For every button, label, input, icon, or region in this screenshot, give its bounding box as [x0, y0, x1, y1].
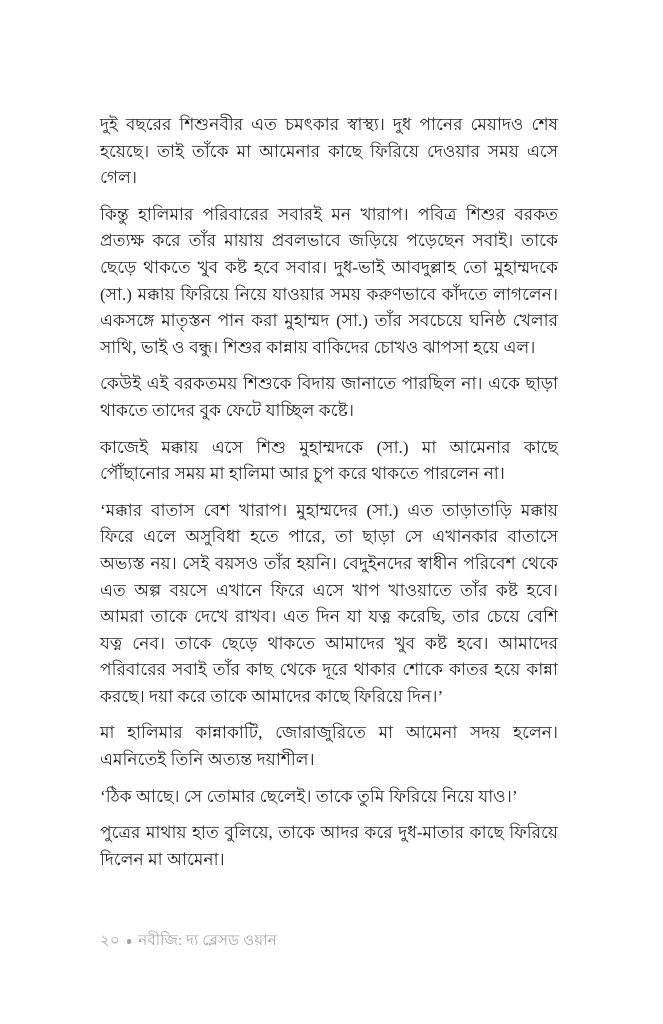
paragraph: দুই বছরের শিশুনবীর এত চমৎকার স্বাস্থ্য। দুধ পানের মেয়াদও শেষ হয়েছে। তাই তাঁকে মা আমেনার কাছে ফিরিয়ে দেওয়ার সময় এসে গেল।	[100, 115, 558, 188]
page-number: ২০	[100, 932, 120, 949]
paragraph: ‘মক্কার বাতাস বেশ খারাপ। মুহাম্মদের (সা.) এত তাড়াতাড়ি মক্কায় ফিরে এলে অসুবিধা হতে পারে, তা ছাড়া সে এখানকার বাতাসে অভ্যস্ত নয়। সেই বয়সও তাঁর হয়নি। বেদুইনদের স্বাধীন পরিবেশ থেকে এত অল্প বয়সে এখানে ফিরে এসে খাপ খাওয়াতে তাঁর কষ্ট হবে। আমরা তাকে দেখে রাখব। এত দিন যা যত্ন করেছি, তার চেয়ে বেশি যত্ন নেব। তাকে ছেড়ে থাকতে আমাদের খুব কষ্ট হবে। আমাদের পরিবারের সবাই তাঁর কাছ থেকে দূরে থাকার শোকে কাতর হয়ে কান্না করছে। দয়া করে তাকে আমাদের কাছে ফিরিয়ে দিন।’	[100, 500, 558, 706]
book-title: নবীজি: দ্য ব্লেসড ওয়ান	[138, 932, 277, 949]
paragraph: মা হালিমার কান্নাকাটি, জোরাজুরিতে মা আমেনা সদয় হলেন। এমনিতেই তিনি অত্যন্ত দয়াশীল।	[100, 723, 558, 770]
bullet-icon	[127, 939, 132, 944]
paragraph: পুত্রের মাথায় হাত বুলিয়ে, তাকে আদর করে দুধ-মাতার কাছে ফিরিয়ে দিলেন মা আমেনা।	[100, 823, 558, 869]
paragraph: ‘ঠিক আছে। সে তোমার ছেলেই। তাকে তুমি ফিরিয়ে নিয়ে যাও।’	[100, 786, 518, 806]
page-footer	[100, 930, 277, 952]
paragraph: কিন্তু হালিমার পরিবারের সবারই মন খারাপ। পবিত্র শিশুর বরকত প্রত্যক্ষ করে তাঁর মায়ায় প্রবলভাবে জড়িয়ে পড়েছেন সবাই। তাকে ছেড়ে থাকতে খুব কষ্ট হবে সবার। দুধ-ভাই আবদুল্লাহ তো মুহাম্মদকে (সা.) মক্কায় ফিরিয়ে নিয়ে যাওয়ার সময় করুণভাবে কাঁদতে লাগলেন। একসঙ্গে মাতৃস্তন পান করা মুহাম্মদ (সা.) তাঁর সবচেয়ে ঘনিষ্ঠ খেলার সাথি, ভাই ও বন্ধু। শিশুর কান্নায় বাকিদের চোখও ঝাপসা হয়ে এল।	[100, 204, 558, 357]
paragraph: কেউই এই বরকতময় শিশুকে বিদায় জানাতে পারছিল না। একে ছাড়া থাকতে তাদের বুক ফেটে যাচ্ছিল কষ্টে।	[100, 374, 558, 420]
page-body-text	[100, 112, 558, 873]
paragraph: কাজেই মক্কায় এসে শিশু মুহাম্মদকে (সা.) মা আমেনার কাছে পৌঁছানোর সময় মা হালিমা আর চুপ করে থাকতে পারলেন না।	[100, 437, 558, 484]
